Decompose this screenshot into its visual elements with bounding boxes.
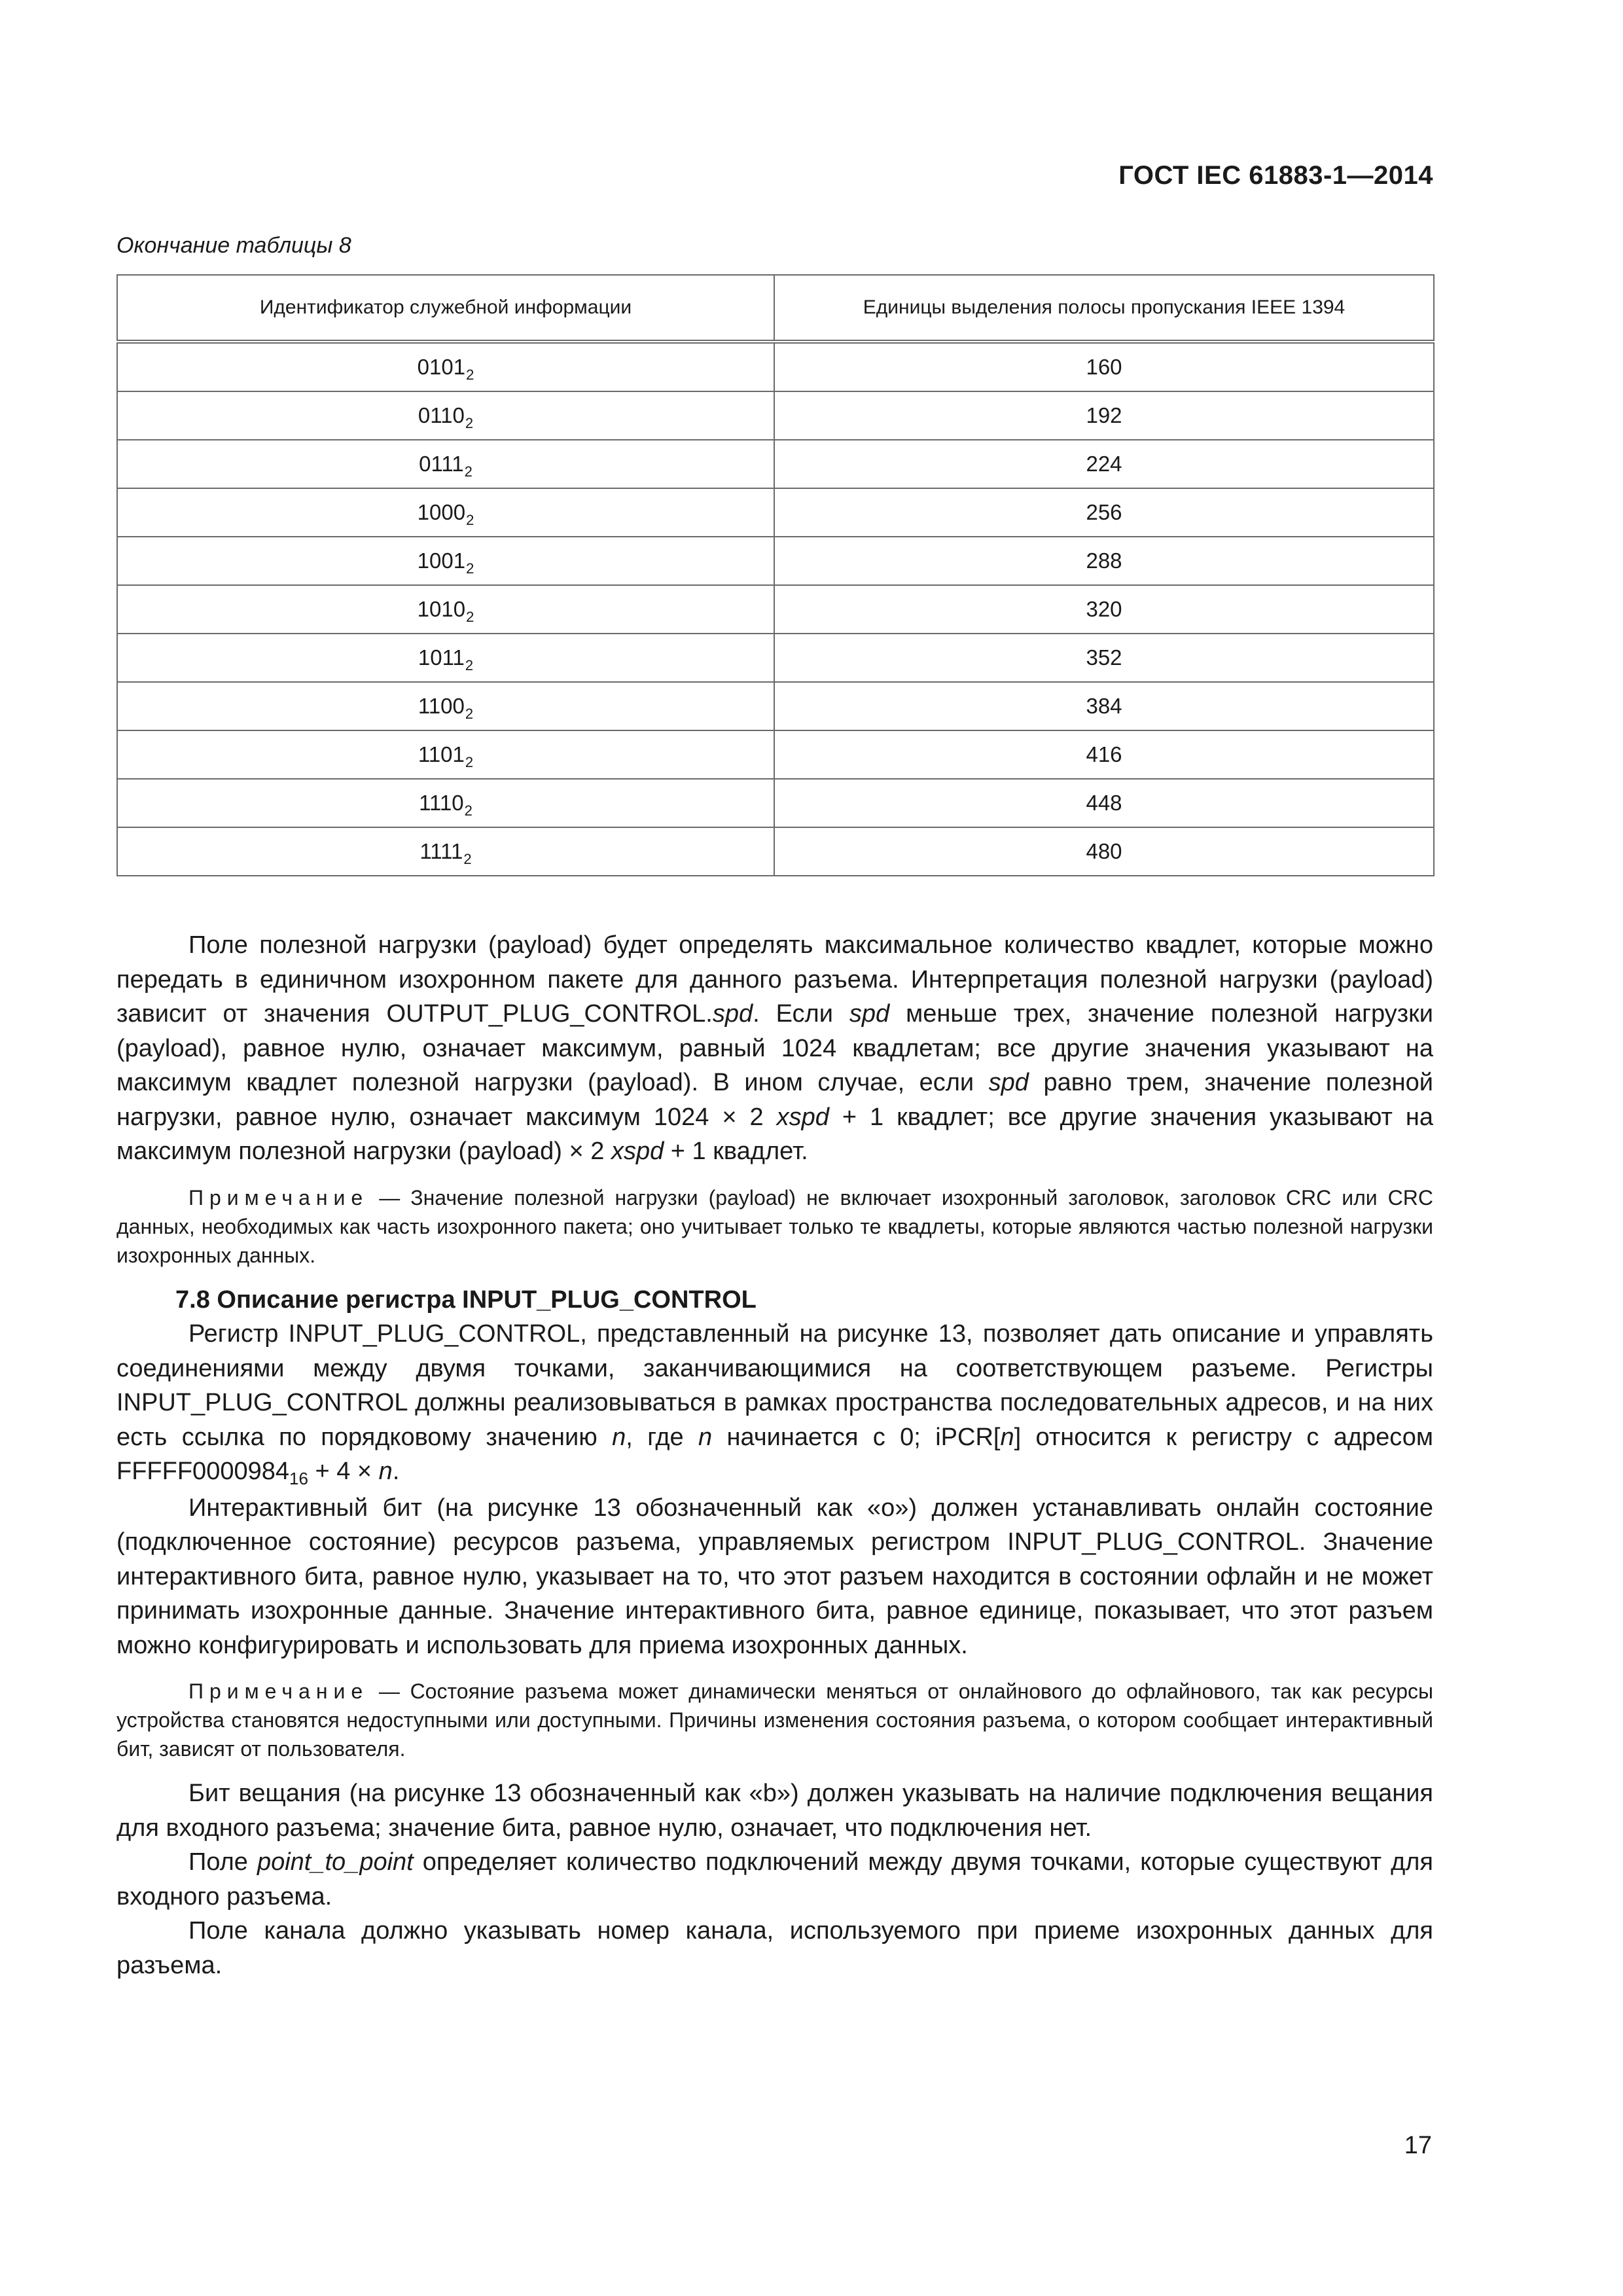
section-heading: 7.8 Описание регистра INPUT_PLUG_CONTROL (175, 1285, 757, 1314)
service-id-cell: $1101_2$ (117, 730, 774, 779)
service-id-cell: $0111_2$ (117, 440, 774, 488)
body-text (116, 928, 1433, 1982)
table-caption: Окончание таблицы 8 (116, 233, 351, 258)
bandwidth-units-cell: 256 (774, 488, 1434, 537)
service-id-cell: $1111_2$ (117, 827, 774, 876)
table-row (117, 342, 1434, 391)
table-row (117, 730, 1434, 779)
service-id-cell: $0101_2$ (117, 342, 774, 391)
table-row (117, 391, 1434, 440)
page-number: 17 (1404, 2132, 1432, 2159)
table-header-row (117, 275, 1434, 342)
note-label: Примечание (188, 1185, 369, 1210)
table-row (117, 585, 1434, 634)
service-id-cell: $1011_2$ (117, 634, 774, 682)
bandwidth-units-cell: 416 (774, 730, 1434, 779)
table-row (117, 682, 1434, 730)
bandwidth-units-cell: 384 (774, 682, 1434, 730)
bandwidth-units-cell: 352 (774, 634, 1434, 682)
table-row (117, 827, 1434, 876)
bandwidth-units-cell: 160 (774, 342, 1434, 391)
bandwidth-units-cell: 448 (774, 779, 1434, 827)
bandwidth-units-cell: 480 (774, 827, 1434, 876)
table-row (117, 634, 1434, 682)
table-row (117, 537, 1434, 585)
table-row (117, 779, 1434, 827)
note-label: Примечание (188, 1679, 369, 1703)
service-id-cell: $1000_2$ (117, 488, 774, 537)
document-id-header: ГОСТ IEC 61883-1—2014 (1118, 161, 1433, 190)
service-id-cell: $0110_2$ (117, 391, 774, 440)
service-id-cell: $1110_2$ (117, 779, 774, 827)
note-plug-state: Примечание — Состояние разъема может динамически меняться от онлайнового до офлайнового, так как ресурсы устройства становятся недоступными или доступными. Причины изменения состояния разъема, о котором сообщает интерактивный бит, зависят от пользователя. (116, 1679, 1433, 1761)
paragraph-payload: Поле полезной нагрузки (payload) будет определять максимальное количество квадлет, которые можно передать в единичном изохронном пакете для данного разъема. Интерпретация полезной нагрузки (payload) зависит от значения OUTPUT_PLUG_CONTROL.spd. Если spd меньше трех, значение полезной нагрузки (payload), равное нулю, означает максимум, равный 1024 квадлетам; все другие значения указывают на максимум квадлет полезной нагрузки (payload). В ином случае, если spd равно трем, значение полезной нагрузки, равное нулю, означает максимум 1024 × 2 xspd + 1 квадлет; все другие значения указывают на максимум полезной нагрузки (payload) × 2 xspd + 1 квадлет. (116, 931, 1433, 1165)
paragraph-broadcast-bit: Бит вещания (на рисунке 13 обозначенный как «b») должен указывать на наличие подключения вещания для входного разъема; значение бита, равное нулю, означает, что подключения нет. (116, 1780, 1433, 1842)
column-header: Идентификатор служебной информации (117, 275, 774, 342)
service-id-cell: $1100_2$ (117, 682, 774, 730)
bandwidth-units-cell: 224 (774, 440, 1434, 488)
note-payload: Примечание — Значение полезной нагрузки (payload) не включает изохронный заголовок, заголовок CRC или CRC данных, необходимых как часть изохронного пакета; оно учитывает только те квадлеты, которые являются частью полезной нагрузки изохронных данных. (116, 1185, 1433, 1267)
table-row (117, 440, 1434, 488)
bandwidth-table (116, 274, 1435, 876)
bandwidth-units-cell: 288 (774, 537, 1434, 585)
service-id-cell: $1010_2$ (117, 585, 774, 634)
service-id-cell: $1001_2$ (117, 537, 774, 585)
column-header: Единицы выделения полосы пропускания IEEE 1394 (774, 275, 1434, 342)
table-row (117, 488, 1434, 537)
paragraph-register: Регистр INPUT_PLUG_CONTROL, представленный на рисунке 13, позволяет дать описание и управлять соединениями между двумя точками, заканчивающимися на соответствующем разъеме. Регистры INPUT_PLUG_CONTROL должны реализовываться в рамках пространства последовательных адресов, и на них есть ссылка по порядковому значению n, где n начинается с 0; iPCR[n] относится к регистру с адресом $FFFFF0000984_{16} + 4 \times n$. (116, 1320, 1433, 1488)
paragraph-point-to-point: Поле point_to_point определяет количество подключений между двумя точками, которые существуют для входного разъема. (116, 1848, 1433, 1910)
bandwidth-units-cell: 192 (774, 391, 1434, 440)
bandwidth-units-cell: 320 (774, 585, 1434, 634)
paragraph-channel: Поле канала должно указывать номер канала, используемого при приеме изохронных данных для разъема. (116, 1917, 1433, 1979)
paragraph-online-bit: Интерактивный бит (на рисунке 13 обозначенный как «o») должен устанавливать онлайн состояние (подключенное состояние) ресурсов разъема, управляемых регистром INPUT_PLUG_CONTROL. Значение интерактивного бита, равное нулю, указывает на то, что этот разъем находится в состоянии офлайн и не может принимать изохронные данные. Значение интерактивного бита, равное единице, показывает, что этот разъем можно конфигурировать и использовать для приема изохронных данных. (116, 1494, 1433, 1659)
